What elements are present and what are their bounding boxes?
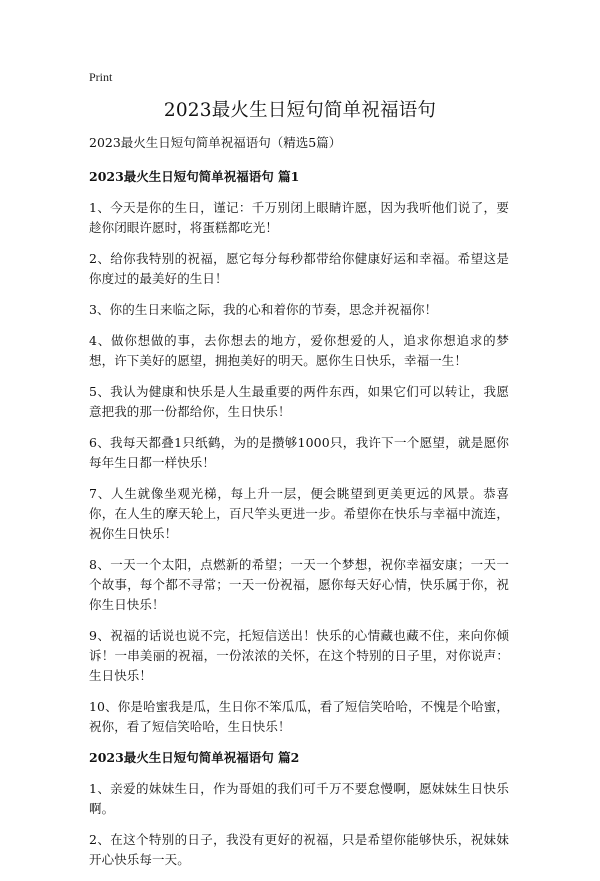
document-subtitle: 2023最火生日短句简单祝福语句（精选5篇） [89, 135, 342, 150]
paragraph: 1、亲爱的妹妹生日，作为哥姐的我们可千万不要怠慢啊，愿妹妹生日快乐啊。 [89, 781, 509, 816]
section-heading: 2023最火生日短句简单祝福语句 篇2 [89, 750, 300, 765]
paragraph: 6、我每天都叠1只纸鹤，为的是攒够1000只，我许下一个愿望，就是愿你每年生日都一样快乐！ [89, 435, 509, 470]
paragraph: 7、人生就像坐观光梯，每上升一层，便会眺望到更美更远的风景。恭喜你，在人生的摩天轮上，百尺竿头更进一步。希望你在快乐与幸福中流连，祝你生日快乐！ [89, 486, 509, 541]
paragraph: 2、给你我特别的祝福，愿它每分每秒都带给你健康好运和幸福。希望这是你度过的最美好的生日！ [89, 251, 509, 286]
section-heading: 2023最火生日短句简单祝福语句 篇1 [89, 169, 300, 184]
print-link[interactable]: Print [89, 70, 113, 84]
paragraph: 10、你是哈蜜我是瓜，生日你不笨瓜瓜，看了短信笑哈哈，不愧是个哈蜜，祝你，看了短信笑哈哈，生日快乐！ [89, 699, 509, 734]
paragraph: 1、今天是你的生日，谨记：千万别闭上眼睛许愿，因为我听他们说了，要趁你闭眼许愿时，将蛋糕都吃光！ [89, 200, 509, 235]
paragraph: 4、做你想做的事，去你想去的地方，爱你想爱的人，追求你想追求的梦想，许下美好的愿望，拥抱美好的明天。愿你生日快乐，幸福一生！ [89, 333, 509, 368]
document-title: 2023最火生日短句简单祝福语句 [163, 100, 437, 121]
paragraph: 2、在这个特别的日子，我没有更好的祝福，只是希望你能够快乐，祝妹妹开心快乐每一天。 [89, 832, 509, 867]
paragraph: 8、一天一个太阳，点燃新的希望；一天一个梦想，祝你幸福安康；一天一个故事，每个都不寻常；一天一份祝福，愿你每天好心情，快乐属于你，祝你生日快乐！ [89, 557, 509, 612]
paragraph: 5、我认为健康和快乐是人生最重要的两件东西，如果它们可以转让，我愿意把我的那一份都给你，生日快乐！ [89, 384, 509, 419]
document-body [89, 133, 509, 881]
section-1 [89, 167, 509, 737]
section-2 [89, 748, 509, 870]
paragraph: 9、祝福的话说也说不完，托短信送出！快乐的心情藏也藏不住，来向你倾诉！一串美丽的祝福，一份浓浓的关怀，在这个特别的日子里，对你说声：生日快乐！ [89, 628, 509, 683]
paragraph: 3、你的生日来临之际，我的心和着你的节奏，思念并祝福你！ [89, 302, 438, 317]
